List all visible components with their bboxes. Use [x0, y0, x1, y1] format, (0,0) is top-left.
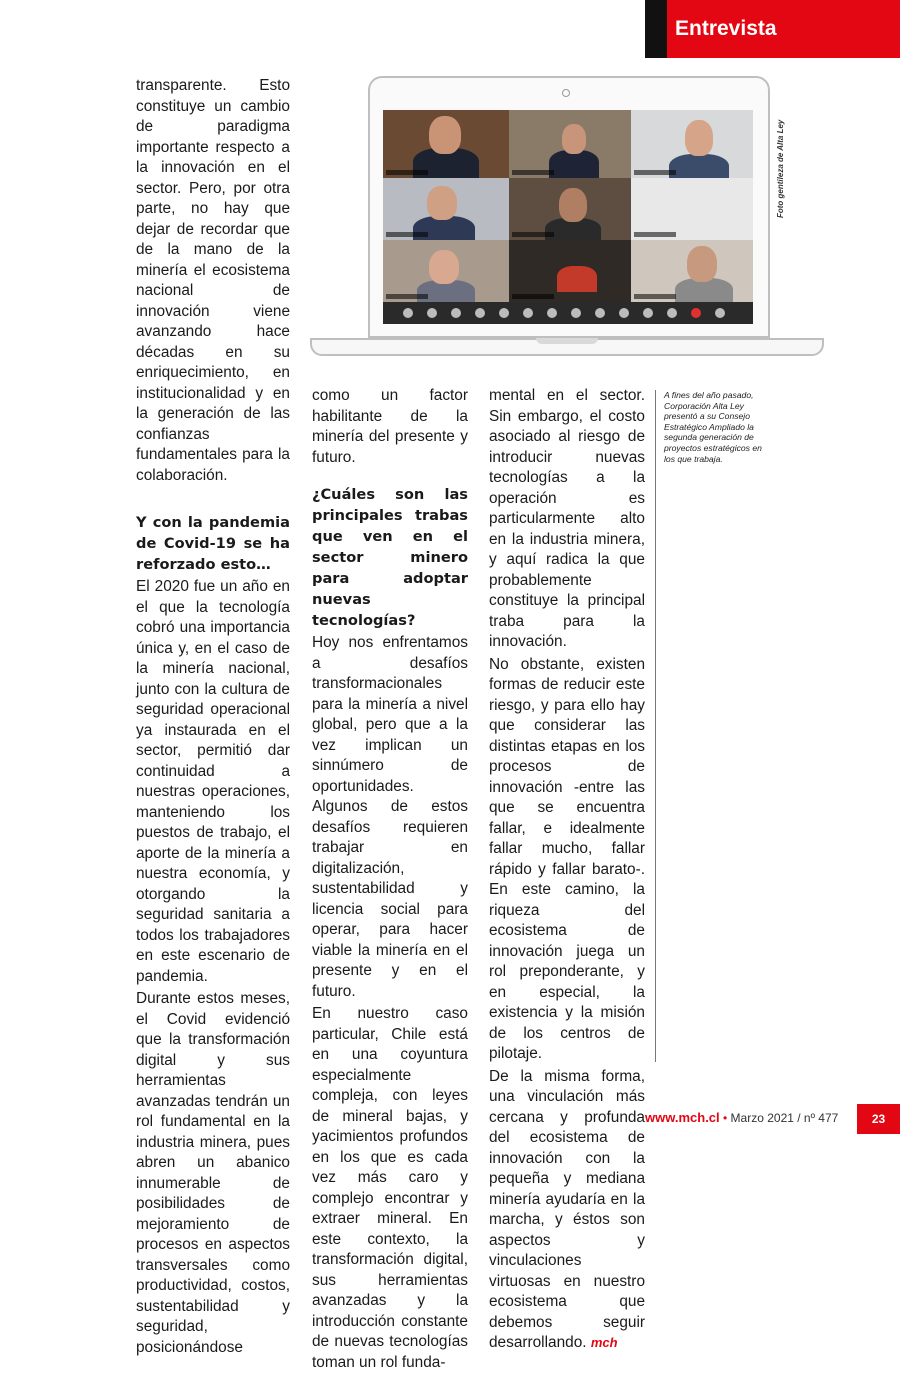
participant-tile	[631, 110, 753, 178]
end-call-icon	[691, 308, 701, 318]
chat-icon	[475, 308, 485, 318]
photo-caption: A fines del año pasado, Corporación Alta Ley presentó a su Consejo Estratégico Ampliado la segunda generación de proyectos estratégicos en los que trabaja.	[664, 390, 762, 464]
paragraph	[489, 1067, 645, 1354]
paragraph: El 2020 fue un año en el que la tecnología cobró una importancia única y, en el caso de la minería nacional, junto con la cultura de seguridad operacional ya instaurada en el sector, permitió dar continuidad a nuestras operaciones, manteniendo los puestos de trabajo, el aporte de la minería a nuestra economía, y otorgando la seguridad sanitaria a todos los trabajadores en este escenario de pandemia.	[136, 578, 290, 985]
info-icon	[643, 308, 653, 318]
fullscreen-icon	[715, 308, 725, 318]
section-tab	[645, 0, 900, 58]
article-column-1	[136, 76, 290, 1360]
paragraph: En nuestro caso particular, Chile está en una coyuntura especialmente compleja, con leyes de mineral bajas, y yacimientos profundos en los que es cada vez más caro y complejo encontrar y extraer mineral. En este contexto, la transformación digital, sus herramientas avanzadas y la introducción constante de nuevas tecnologías toman un rol funda-	[312, 1005, 468, 1371]
photo-credit: Foto gentileza de Alta Ley	[776, 119, 785, 218]
interview-question: Y con la pandemia de Covid-19 se ha reforzado esto…	[136, 514, 290, 573]
participant-tile	[509, 240, 631, 302]
participant-tile	[631, 178, 753, 240]
article-column-2	[312, 386, 468, 1375]
paragraph: Durante estos meses, el Covid evidenció que la transformación digital y sus herramientas avanzadas tendrán un rol fundamental en la industria minera, pues abren un abanico innumerable de posibilidades de mejoramiento de procesos en aspectos transversales como productividad, costos, sustentabilidad y seguridad, posicionándose	[136, 990, 290, 1356]
bullet-icon: •	[723, 1111, 728, 1125]
paragraph-text: De la misma forma, una vinculación más cercana y profunda del ecosistema de innovación con la pequeña y mediana minería ayudaría en la marcha, y éstos son aspectos y vinculaciones virtuosas en nuestro ecosistema que debemos seguir desarrollando.	[489, 1067, 645, 1351]
paragraph: transparente. Esto constituye un cambio de paradigma importante respecto a la innovación en el sector. Pero, por otra parte, no hay que dejar de recordar que de la mano de la minería el ecosistema nacional de innovación viene avanzando hace décadas en su enriquecimiento, en institucionalidad y en la generación de las confianzas fundamentales para la colaboración.	[136, 77, 290, 484]
camera-icon	[427, 308, 437, 318]
laptop-notch	[536, 338, 598, 344]
record-icon	[523, 308, 533, 318]
paragraph: como un factor habilitante de la minería del presente y futuro.	[312, 387, 468, 466]
paragraph: Hoy nos enfrentamos a desafíos transformacionales para la minería a nivel global, pero que a la vez implican un sinnúmero de oportunidades. Algunos de estos desafíos requieren trabajar en digitalización, sustentabilidad y licencia social para operar, para hacer viable la minería en el presente y en el futuro.	[312, 634, 468, 1000]
mic-icon	[403, 308, 413, 318]
settings-icon	[595, 308, 605, 318]
article-column-3	[489, 386, 645, 1356]
footer-site-link[interactable]: www.mch.cl	[645, 1110, 720, 1125]
video-call-photo	[310, 76, 824, 368]
paragraph: No obstante, existen formas de reducir este riesgo, y para ello hay que considerar las distintas etapas en los procesos de innovación -entre las que se encuentra fallar, e idealmente fallar mucho, fallar rápido y fallar barato-. En este camino, la riqueza del ecosistema de innovación juega un rol preponderante, y en especial, la existencia y la misión de los centros de pilotaje.	[489, 655, 645, 1062]
participants-icon	[451, 308, 461, 318]
participant-tile	[383, 178, 509, 240]
interview-question: ¿Cuáles son las principales trabas que ven en el sector minero para adoptar nuevas tecnologías?	[312, 486, 468, 629]
apps-icon	[571, 308, 581, 318]
participant-tile	[509, 110, 631, 178]
layout-icon	[667, 308, 677, 318]
more-icon	[619, 308, 629, 318]
reactions-icon	[547, 308, 557, 318]
page-footer	[645, 1110, 838, 1125]
video-call-toolbar	[383, 302, 753, 324]
page-number: 23	[857, 1104, 900, 1134]
participant-tile	[383, 110, 509, 178]
share-icon	[499, 308, 509, 318]
video-call-screen	[383, 110, 753, 324]
caption-divider	[655, 390, 656, 1062]
participant-tile	[383, 240, 509, 302]
end-mark: mch	[590, 1335, 618, 1350]
section-label: Entrevista	[667, 0, 900, 58]
paragraph: mental en el sector. Sin embargo, el costo asociado al riesgo de introducir nuevas tecnologías a la operación es particularmente alto en la industria minera, y aquí radica la que probablemente constituye la principal traba para la innovación.	[489, 387, 645, 650]
webcam-icon	[562, 89, 570, 97]
footer-issue: Marzo 2021 / nº 477	[730, 1111, 839, 1125]
participant-tile	[631, 240, 753, 302]
participant-tile	[509, 178, 631, 240]
